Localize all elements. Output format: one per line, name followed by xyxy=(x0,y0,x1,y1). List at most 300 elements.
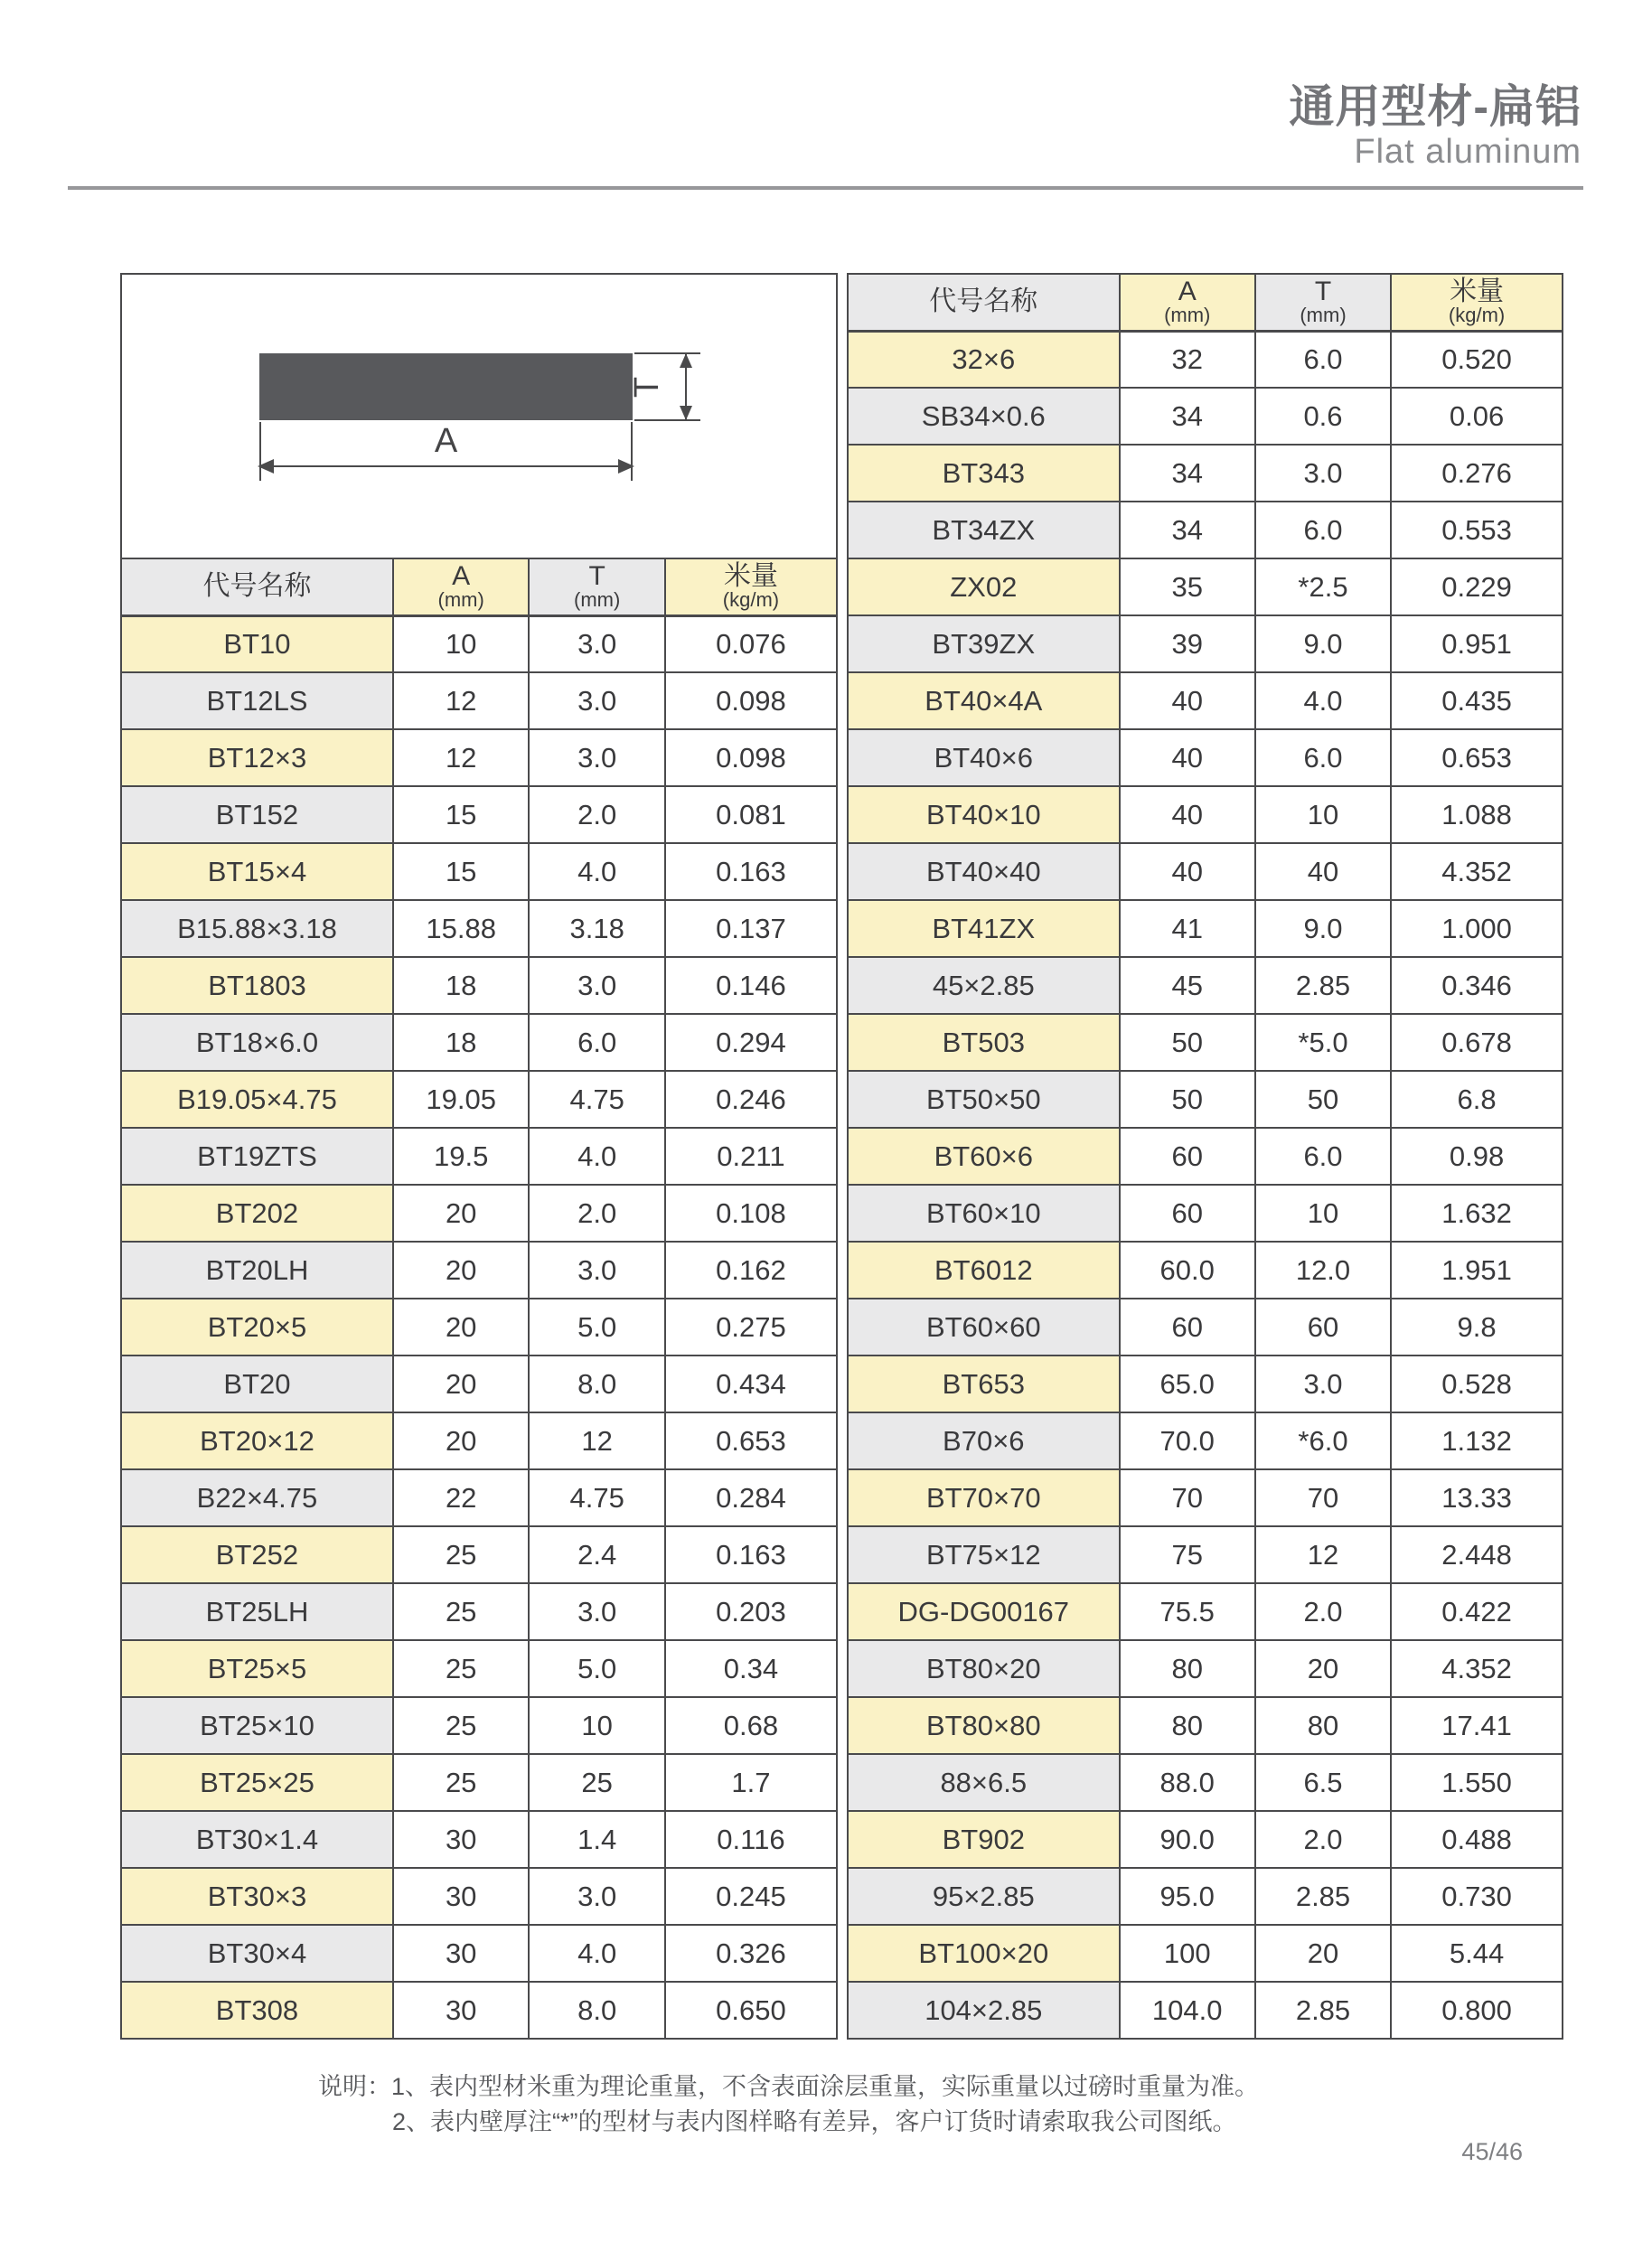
table-row xyxy=(848,1697,1563,1754)
weight-value-cell: 1.951 xyxy=(1391,1242,1563,1299)
table-row xyxy=(121,1640,837,1697)
table-row xyxy=(848,331,1563,388)
t-value-cell: 6.0 xyxy=(1255,1128,1391,1185)
a-value-cell: 15.88 xyxy=(393,900,529,957)
t-value-cell: 12.0 xyxy=(1255,1242,1391,1299)
t-value-cell: 6.0 xyxy=(1255,331,1391,388)
col-header-a: A (mm) xyxy=(393,558,529,615)
a-value-cell: 20 xyxy=(393,1412,529,1469)
weight-value-cell: 0.520 xyxy=(1391,331,1563,388)
table-row xyxy=(121,1868,837,1925)
table-row xyxy=(848,1299,1563,1356)
profile-name-cell: 95×2.85 xyxy=(848,1868,1120,1925)
a-value-cell: 10 xyxy=(393,615,529,672)
weight-value-cell: 1.132 xyxy=(1391,1412,1563,1469)
t-value-cell: 5.0 xyxy=(529,1640,664,1697)
left-table-header-row xyxy=(121,558,837,615)
table-row xyxy=(121,1982,837,2039)
a-value-cell: 95.0 xyxy=(1120,1868,1255,1925)
table-row xyxy=(121,1071,837,1128)
profile-name-cell: BT19ZTS xyxy=(121,1128,393,1185)
left-block xyxy=(120,273,838,2040)
profile-name-cell: BT34ZX xyxy=(848,502,1120,558)
left-table-body xyxy=(121,615,837,2039)
a-value-cell: 80 xyxy=(1120,1697,1255,1754)
profile-name-cell: BT40×4A xyxy=(848,672,1120,729)
table-row xyxy=(848,1412,1563,1469)
t-value-cell: 2.0 xyxy=(1255,1811,1391,1868)
profile-name-cell: BT6012 xyxy=(848,1242,1120,1299)
t-value-cell: 6.0 xyxy=(1255,502,1391,558)
table-row xyxy=(848,1925,1563,1982)
right-table-body xyxy=(848,331,1563,2039)
weight-value-cell: 0.276 xyxy=(1391,445,1563,502)
a-value-cell: 75.5 xyxy=(1120,1583,1255,1640)
a-value-cell: 50 xyxy=(1120,1014,1255,1071)
t-value-cell: 3.0 xyxy=(1255,1356,1391,1412)
a-value-cell: 40 xyxy=(1120,843,1255,900)
t-value-cell: 3.0 xyxy=(1255,445,1391,502)
a-value-cell: 20 xyxy=(393,1356,529,1412)
a-value-cell: 25 xyxy=(393,1583,529,1640)
note-line-1: 说明：1、表内型材米重为理论重量，不含表面涂层重量，实际重量以过磅时重量为准。 xyxy=(318,2073,1260,2100)
a-value-cell: 19.05 xyxy=(393,1071,529,1128)
t-value-cell: 50 xyxy=(1255,1071,1391,1128)
a-value-cell: 80 xyxy=(1120,1640,1255,1697)
weight-value-cell: 9.8 xyxy=(1391,1299,1563,1356)
profile-name-cell: BT30×4 xyxy=(121,1925,393,1982)
profile-name-cell: 45×2.85 xyxy=(848,957,1120,1014)
profile-name-cell: B22×4.75 xyxy=(121,1469,393,1526)
weight-value-cell: 0.162 xyxy=(665,1242,837,1299)
weight-value-cell: 0.163 xyxy=(665,1526,837,1583)
weight-value-cell: 0.203 xyxy=(665,1583,837,1640)
t-value-cell: 4.75 xyxy=(529,1469,664,1526)
notes xyxy=(318,2069,1259,2140)
table-row xyxy=(848,843,1563,900)
a-value-cell: 65.0 xyxy=(1120,1356,1255,1412)
profile-name-cell: DG-DG00167 xyxy=(848,1583,1120,1640)
t-value-cell: 40 xyxy=(1255,843,1391,900)
a-value-cell: 88.0 xyxy=(1120,1754,1255,1811)
weight-value-cell: 0.951 xyxy=(1391,615,1563,672)
weight-value-cell: 0.284 xyxy=(665,1469,837,1526)
right-block xyxy=(847,273,1563,2040)
a-value-cell: 25 xyxy=(393,1526,529,1583)
width-dimension-label: A xyxy=(434,422,458,460)
weight-value-cell: 0.076 xyxy=(665,615,837,672)
profile-name-cell: BT18×6.0 xyxy=(121,1014,393,1071)
t-value-cell: 3.0 xyxy=(529,957,664,1014)
t-value-cell: 3.0 xyxy=(529,1242,664,1299)
page-subtitle: Flat aluminum xyxy=(1354,132,1582,171)
weight-value-cell: 0.098 xyxy=(665,729,837,786)
a-value-cell: 22 xyxy=(393,1469,529,1526)
profile-name-cell: ZX02 xyxy=(848,558,1120,615)
profile-name-cell: BT41ZX xyxy=(848,900,1120,957)
a-value-cell: 40 xyxy=(1120,729,1255,786)
profile-name-cell: BT902 xyxy=(848,1811,1120,1868)
weight-value-cell: 0.275 xyxy=(665,1299,837,1356)
table-row xyxy=(848,1014,1563,1071)
left-spec-table xyxy=(120,558,838,2040)
flat-profile-shape xyxy=(259,353,633,420)
width-dimension-line xyxy=(259,465,633,467)
a-value-cell: 25 xyxy=(393,1697,529,1754)
weight-value-cell: 4.352 xyxy=(1391,843,1563,900)
col-header-t: T (mm) xyxy=(529,558,664,615)
a-value-cell: 75 xyxy=(1120,1526,1255,1583)
a-value-cell: 70 xyxy=(1120,1469,1255,1526)
profile-name-cell: BT60×10 xyxy=(848,1185,1120,1242)
a-value-cell: 19.5 xyxy=(393,1128,529,1185)
table-row xyxy=(121,1412,837,1469)
profile-name-cell: BT25LH xyxy=(121,1583,393,1640)
a-value-cell: 34 xyxy=(1120,388,1255,445)
t-value-cell: 2.0 xyxy=(529,1185,664,1242)
weight-value-cell: 5.44 xyxy=(1391,1925,1563,1982)
weight-value-cell: 0.06 xyxy=(1391,388,1563,445)
profile-name-cell: BT60×60 xyxy=(848,1299,1120,1356)
a-value-cell: 20 xyxy=(393,1242,529,1299)
note-line-2: 2、表内壁厚注“*”的型材与表内图样略有差异，客户订货时请索取我公司图纸。 xyxy=(392,2108,1237,2135)
t-value-cell: 2.85 xyxy=(1255,957,1391,1014)
weight-value-cell: 1.000 xyxy=(1391,900,1563,957)
t-value-cell: 12 xyxy=(529,1412,664,1469)
a-value-cell: 25 xyxy=(393,1754,529,1811)
a-value-cell: 20 xyxy=(393,1185,529,1242)
a-value-cell: 34 xyxy=(1120,445,1255,502)
t-value-cell: 8.0 xyxy=(529,1982,664,2039)
t-value-cell: 3.0 xyxy=(529,1583,664,1640)
profile-name-cell: BT252 xyxy=(121,1526,393,1583)
table-row xyxy=(121,1299,837,1356)
weight-value-cell: 0.246 xyxy=(665,1071,837,1128)
profile-name-cell: BT15×4 xyxy=(121,843,393,900)
profile-name-cell: BT70×70 xyxy=(848,1469,1120,1526)
table-row xyxy=(848,1811,1563,1868)
weight-value-cell: 0.553 xyxy=(1391,502,1563,558)
table-row xyxy=(848,1128,1563,1185)
t-value-cell: 9.0 xyxy=(1255,900,1391,957)
table-row xyxy=(121,1697,837,1754)
weight-value-cell: 2.448 xyxy=(1391,1526,1563,1583)
profile-name-cell: BT20×12 xyxy=(121,1412,393,1469)
weight-value-cell: 0.730 xyxy=(1391,1868,1563,1925)
arrow-up-icon xyxy=(680,353,692,368)
a-value-cell: 35 xyxy=(1120,558,1255,615)
t-value-cell: 3.0 xyxy=(529,729,664,786)
t-value-cell: 4.0 xyxy=(529,1925,664,1982)
profile-name-cell: BT75×12 xyxy=(848,1526,1120,1583)
header-rule xyxy=(68,186,1583,190)
weight-value-cell: 1.088 xyxy=(1391,786,1563,843)
t-value-cell: *6.0 xyxy=(1255,1412,1391,1469)
a-value-cell: 20 xyxy=(393,1299,529,1356)
table-row xyxy=(848,1526,1563,1583)
t-value-cell: 3.0 xyxy=(529,672,664,729)
t-value-cell: 10 xyxy=(1255,786,1391,843)
profile-name-cell: BT39ZX xyxy=(848,615,1120,672)
weight-value-cell: 0.137 xyxy=(665,900,837,957)
t-value-cell: 2.85 xyxy=(1255,1868,1391,1925)
t-value-cell: 20 xyxy=(1255,1925,1391,1982)
a-value-cell: 45 xyxy=(1120,957,1255,1014)
profile-name-cell: B15.88×3.18 xyxy=(121,900,393,957)
table-row xyxy=(848,1185,1563,1242)
profile-name-cell: BT25×25 xyxy=(121,1754,393,1811)
col-header-a: A (mm) xyxy=(1120,274,1255,331)
col-header-weight: 米量 (kg/m) xyxy=(665,558,837,615)
table-row xyxy=(848,1356,1563,1412)
profile-name-cell: BT80×20 xyxy=(848,1640,1120,1697)
t-value-cell: 4.0 xyxy=(1255,672,1391,729)
a-value-cell: 15 xyxy=(393,843,529,900)
t-value-cell: *5.0 xyxy=(1255,1014,1391,1071)
weight-value-cell: 0.422 xyxy=(1391,1583,1563,1640)
weight-value-cell: 0.678 xyxy=(1391,1014,1563,1071)
profile-name-cell: BT308 xyxy=(121,1982,393,2039)
profile-name-cell: SB34×0.6 xyxy=(848,388,1120,445)
table-row xyxy=(848,388,1563,445)
table-row xyxy=(121,1014,837,1071)
t-value-cell: 4.0 xyxy=(529,843,664,900)
t-value-cell: 3.0 xyxy=(529,1868,664,1925)
a-value-cell: 60 xyxy=(1120,1128,1255,1185)
table-row xyxy=(848,445,1563,502)
arrow-down-icon xyxy=(680,406,692,420)
weight-value-cell: 0.435 xyxy=(1391,672,1563,729)
profile-name-cell: BT25×5 xyxy=(121,1640,393,1697)
profile-name-cell: BT653 xyxy=(848,1356,1120,1412)
table-row xyxy=(848,502,1563,558)
table-row xyxy=(121,1811,837,1868)
t-value-cell: 5.0 xyxy=(529,1299,664,1356)
right-table-header-row xyxy=(848,274,1563,331)
weight-value-cell: 4.352 xyxy=(1391,1640,1563,1697)
profile-name-cell: BT40×6 xyxy=(848,729,1120,786)
table-row xyxy=(121,843,837,900)
profile-name-cell: BT50×50 xyxy=(848,1071,1120,1128)
table-row xyxy=(848,1754,1563,1811)
table-row xyxy=(121,1754,837,1811)
a-value-cell: 40 xyxy=(1120,786,1255,843)
a-value-cell: 40 xyxy=(1120,672,1255,729)
t-value-cell: 4.75 xyxy=(529,1071,664,1128)
weight-value-cell: 13.33 xyxy=(1391,1469,1563,1526)
t-value-cell: 8.0 xyxy=(529,1356,664,1412)
weight-value-cell: 0.116 xyxy=(665,1811,837,1868)
weight-value-cell: 0.081 xyxy=(665,786,837,843)
col-header-name: 代号名称 xyxy=(121,558,393,615)
table-row xyxy=(848,615,1563,672)
t-value-cell: 12 xyxy=(1255,1526,1391,1583)
table-row xyxy=(121,1526,837,1583)
a-value-cell: 60 xyxy=(1120,1185,1255,1242)
table-row xyxy=(848,900,1563,957)
t-value-cell: 6.0 xyxy=(1255,729,1391,786)
table-row xyxy=(121,1583,837,1640)
t-value-cell: 2.85 xyxy=(1255,1982,1391,2039)
col-header-name: 代号名称 xyxy=(848,274,1120,331)
table-row xyxy=(121,1925,837,1982)
t-value-cell: *2.5 xyxy=(1255,558,1391,615)
profile-diagram xyxy=(120,273,838,558)
table-row xyxy=(848,672,1563,729)
weight-value-cell: 1.7 xyxy=(665,1754,837,1811)
t-value-cell: 80 xyxy=(1255,1697,1391,1754)
table-row xyxy=(848,1242,1563,1299)
t-value-cell: 6.0 xyxy=(529,1014,664,1071)
a-value-cell: 12 xyxy=(393,729,529,786)
a-value-cell: 34 xyxy=(1120,502,1255,558)
table-row xyxy=(848,558,1563,615)
profile-name-cell: BT10 xyxy=(121,615,393,672)
t-value-cell: 1.4 xyxy=(529,1811,664,1868)
t-value-cell: 3.0 xyxy=(529,615,664,672)
a-value-cell: 70.0 xyxy=(1120,1412,1255,1469)
a-value-cell: 50 xyxy=(1120,1071,1255,1128)
weight-value-cell: 0.653 xyxy=(665,1412,837,1469)
profile-name-cell: BT25×10 xyxy=(121,1697,393,1754)
col-header-t: T (mm) xyxy=(1255,274,1391,331)
thickness-dimension-label: T xyxy=(628,376,667,399)
t-value-cell: 10 xyxy=(1255,1185,1391,1242)
profile-name-cell: BT30×3 xyxy=(121,1868,393,1925)
profile-name-cell: BT40×40 xyxy=(848,843,1120,900)
table-row xyxy=(121,1356,837,1412)
profile-name-cell: BT152 xyxy=(121,786,393,843)
weight-value-cell: 0.211 xyxy=(665,1128,837,1185)
right-spec-table xyxy=(847,273,1563,2040)
weight-value-cell: 0.488 xyxy=(1391,1811,1563,1868)
weight-value-cell: 0.34 xyxy=(665,1640,837,1697)
table-row xyxy=(848,729,1563,786)
t-value-cell: 4.0 xyxy=(529,1128,664,1185)
t-value-cell: 0.6 xyxy=(1255,388,1391,445)
t-value-cell: 9.0 xyxy=(1255,615,1391,672)
t-value-cell: 2.4 xyxy=(529,1526,664,1583)
t-value-cell: 20 xyxy=(1255,1640,1391,1697)
weight-value-cell: 0.346 xyxy=(1391,957,1563,1014)
weight-value-cell: 0.294 xyxy=(665,1014,837,1071)
table-row xyxy=(121,729,837,786)
arrow-left-icon xyxy=(258,459,274,474)
profile-name-cell: BT1803 xyxy=(121,957,393,1014)
profile-name-cell: BT20×5 xyxy=(121,1299,393,1356)
weight-value-cell: 0.650 xyxy=(665,1982,837,2039)
profile-name-cell: BT20LH xyxy=(121,1242,393,1299)
t-value-cell: 25 xyxy=(529,1754,664,1811)
table-row xyxy=(848,1583,1563,1640)
a-value-cell: 60.0 xyxy=(1120,1242,1255,1299)
table-row xyxy=(848,1640,1563,1697)
a-value-cell: 30 xyxy=(393,1982,529,2039)
weight-value-cell: 0.245 xyxy=(665,1868,837,1925)
profile-name-cell: BT100×20 xyxy=(848,1925,1120,1982)
profile-name-cell: BT503 xyxy=(848,1014,1120,1071)
a-value-cell: 60 xyxy=(1120,1299,1255,1356)
a-value-cell: 104.0 xyxy=(1120,1982,1255,2039)
weight-value-cell: 17.41 xyxy=(1391,1697,1563,1754)
weight-value-cell: 0.528 xyxy=(1391,1356,1563,1412)
profile-name-cell: B70×6 xyxy=(848,1412,1120,1469)
weight-value-cell: 0.98 xyxy=(1391,1128,1563,1185)
a-value-cell: 30 xyxy=(393,1811,529,1868)
weight-value-cell: 0.68 xyxy=(665,1697,837,1754)
a-value-cell: 32 xyxy=(1120,331,1255,388)
table-row xyxy=(121,1469,837,1526)
table-row xyxy=(848,786,1563,843)
t-value-cell: 60 xyxy=(1255,1299,1391,1356)
weight-value-cell: 0.229 xyxy=(1391,558,1563,615)
table-row xyxy=(121,615,837,672)
t-value-cell: 6.5 xyxy=(1255,1754,1391,1811)
a-value-cell: 39 xyxy=(1120,615,1255,672)
profile-name-cell: BT80×80 xyxy=(848,1697,1120,1754)
t-value-cell: 70 xyxy=(1255,1469,1391,1526)
weight-value-cell: 0.434 xyxy=(665,1356,837,1412)
table-row xyxy=(121,1128,837,1185)
table-row xyxy=(848,1071,1563,1128)
t-value-cell: 10 xyxy=(529,1697,664,1754)
a-value-cell: 18 xyxy=(393,1014,529,1071)
table-row xyxy=(121,1185,837,1242)
profile-name-cell: B19.05×4.75 xyxy=(121,1071,393,1128)
t-value-cell: 2.0 xyxy=(529,786,664,843)
weight-value-cell: 0.146 xyxy=(665,957,837,1014)
profile-name-cell: 88×6.5 xyxy=(848,1754,1120,1811)
page-number: 45/46 xyxy=(1461,2138,1523,2165)
a-value-cell: 15 xyxy=(393,786,529,843)
table-row xyxy=(848,1982,1563,2039)
profile-name-cell: BT20 xyxy=(121,1356,393,1412)
table-row xyxy=(121,786,837,843)
table-row xyxy=(848,1469,1563,1526)
table-row xyxy=(121,957,837,1014)
a-value-cell: 25 xyxy=(393,1640,529,1697)
a-value-cell: 90.0 xyxy=(1120,1811,1255,1868)
table-row xyxy=(848,957,1563,1014)
page-title: 通用型材-扁铝 xyxy=(1289,81,1582,132)
weight-value-cell: 1.550 xyxy=(1391,1754,1563,1811)
page-header xyxy=(1289,83,1582,172)
a-value-cell: 30 xyxy=(393,1925,529,1982)
weight-value-cell: 0.326 xyxy=(665,1925,837,1982)
weight-value-cell: 0.800 xyxy=(1391,1982,1563,2039)
profile-name-cell: BT12LS xyxy=(121,672,393,729)
profile-name-cell: 32×6 xyxy=(848,331,1120,388)
a-value-cell: 12 xyxy=(393,672,529,729)
profile-name-cell: BT202 xyxy=(121,1185,393,1242)
weight-value-cell: 0.163 xyxy=(665,843,837,900)
weight-value-cell: 6.8 xyxy=(1391,1071,1563,1128)
note-prefix: 说明： xyxy=(318,2073,391,2100)
table-row xyxy=(121,672,837,729)
a-value-cell: 18 xyxy=(393,957,529,1014)
profile-name-cell: BT30×1.4 xyxy=(121,1811,393,1868)
profile-name-cell: BT40×10 xyxy=(848,786,1120,843)
col-header-weight: 米量 (kg/m) xyxy=(1391,274,1563,331)
arrow-right-icon xyxy=(618,459,634,474)
table-row xyxy=(848,1868,1563,1925)
weight-value-cell: 0.653 xyxy=(1391,729,1563,786)
table-row xyxy=(121,1242,837,1299)
profile-name-cell: BT60×6 xyxy=(848,1128,1120,1185)
profile-name-cell: 104×2.85 xyxy=(848,1982,1120,2039)
table-row xyxy=(121,900,837,957)
a-value-cell: 30 xyxy=(393,1868,529,1925)
